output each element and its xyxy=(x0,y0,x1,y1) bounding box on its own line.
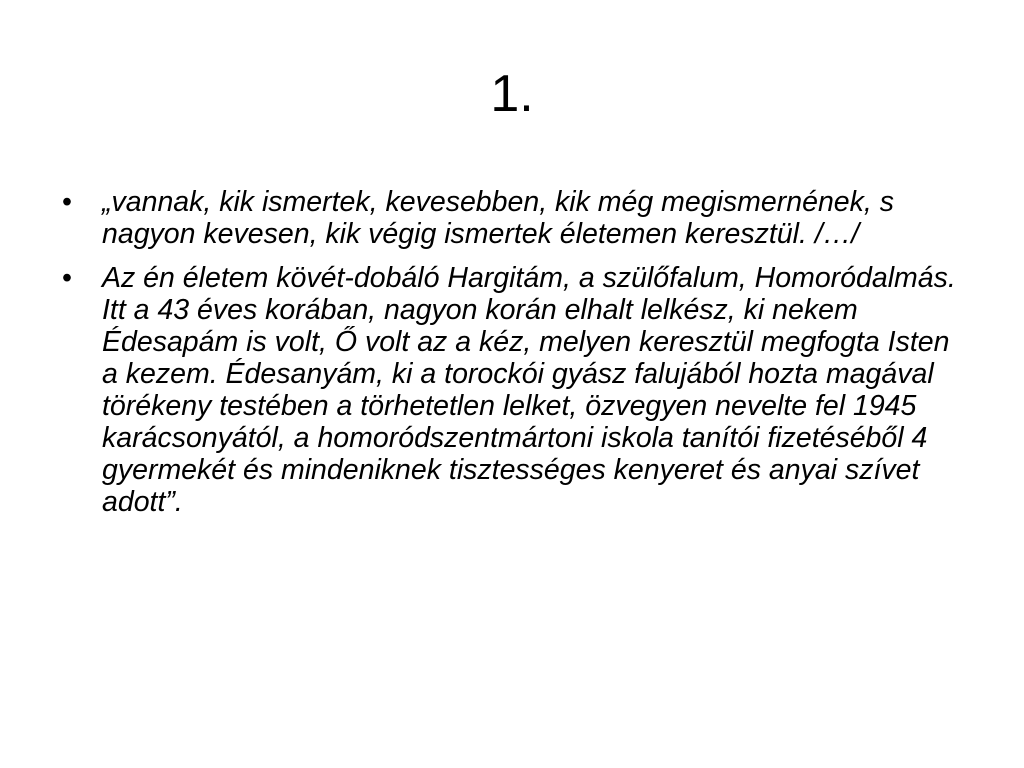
slide-title: 1. xyxy=(490,65,534,123)
bullet-list xyxy=(60,186,970,530)
bullet-item-2 xyxy=(60,262,970,518)
bullet-item-1 xyxy=(60,186,970,250)
bullet-icon: • xyxy=(62,186,72,218)
bullet-text-1: „vannak, kik ismertek, kevesebben, kik még megismernének, s nagyon kevesen, kik végig ismertek életemen keresztül. /…/ xyxy=(102,186,894,250)
bullet-icon: • xyxy=(62,262,72,294)
bullet-text-2: Az én életem kövét-dobáló Hargitám, a szülőfalum, Homoródalmás. Itt a 43 éves korában, nagyon korán elhalt lelkész, ki nekem Édesapám is volt, Ő volt az a kéz, melyen keresztül megfogta Isten a kezem. Édesanyám, ki a torockói gyász falujából hozta magával törékeny testében a törhetetlen lelket, özvegyen nevelte fel 1945 karácsonyától, a homoródszentmártoni iskola tanítói fizetéséből 4 gyermekét és mindeniknek tisztességes kenyeret és anyai szívet adott”. xyxy=(102,262,956,518)
